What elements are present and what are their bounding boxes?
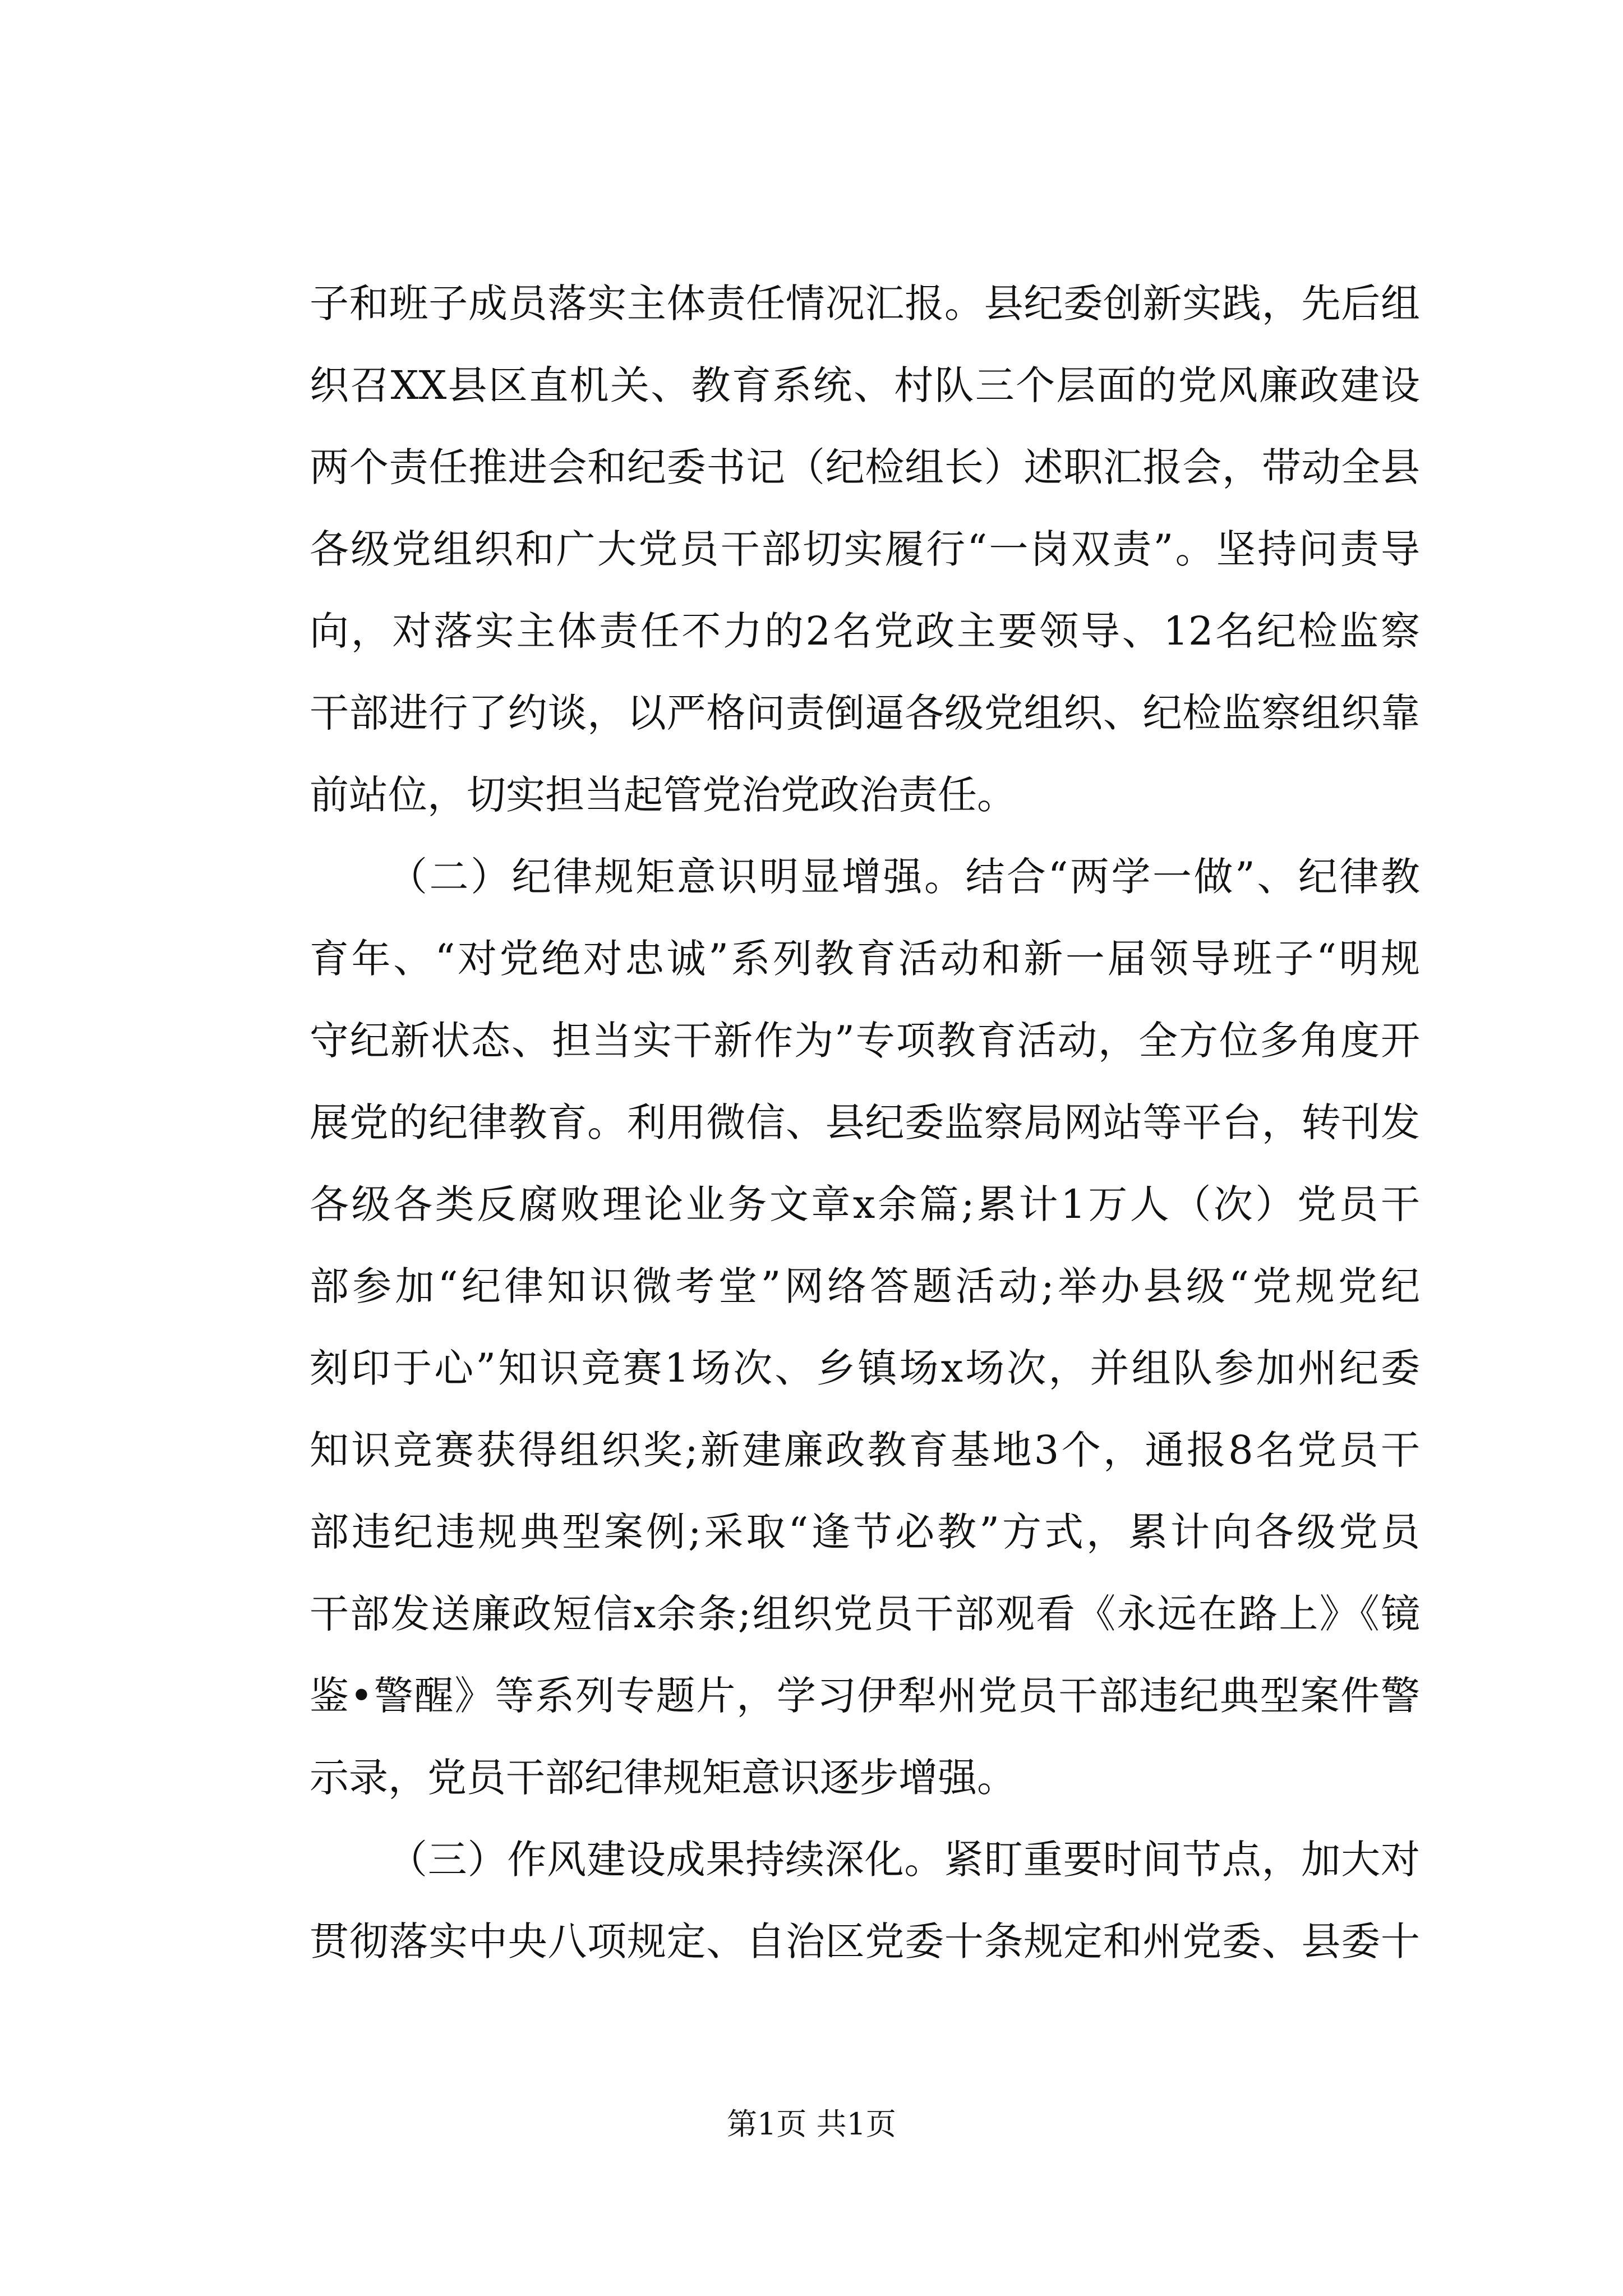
text-line: 干部发送廉政短信x余条;组织党员干部观看《永远在路上》《镜 [310, 1591, 1420, 1637]
text-line: 展党的纪律教育。利用微信、县纪委监察局网站等平台，转刊发 [310, 1099, 1420, 1145]
text-line: 前站位，切实担当起管党治党政治责任。 [310, 772, 1016, 818]
text-line: 织召XX县区直机关、教育系统、村队三个层面的党风廉政建设 [310, 362, 1420, 408]
section-heading-line: （二）纪律规矩意识明显增强。结合“两学一做”、纪律教 [388, 854, 1420, 900]
section-heading-line: （三）作风建设成果持续深化。紧盯重要时间节点，加大对 [388, 1837, 1420, 1883]
text-line: 守纪新状态、担当实干新作为”专项教育活动，全方位多角度开 [310, 1018, 1420, 1064]
text-line: 干部进行了约谈，以严格问责倒逼各级党组织、纪检监察组织靠 [310, 690, 1420, 736]
document-body [310, 263, 1420, 1982]
text-line: 部违纪违规典型案例;采取“逢节必教”方式，累计向各级党员 [310, 1509, 1420, 1555]
text-line: 贯彻落实中央八项规定、自治区党委十条规定和州党委、县委十 [310, 1918, 1420, 1964]
text-line: 育年、“对党绝对忠诚”系列教育活动和新一届领导班子“明规 [310, 936, 1420, 982]
text-line: 各级各类反腐败理论业务文章x余篇;累计1万人（次）党员干 [310, 1181, 1420, 1227]
text-line: 向，对落实主体责任不力的2名党政主要领导、12名纪检监察 [310, 608, 1420, 654]
text-line: 示录，党员干部纪律规矩意识逐步增强。 [310, 1755, 1016, 1801]
text-line: 两个责任推进会和纪委书记（纪检组长）述职汇报会，带动全县 [310, 444, 1420, 490]
text-line: 刻印于心”知识竞赛1场次、乡镇场x场次，并组队参加州纪委 [310, 1345, 1420, 1391]
text-line: 子和班子成员落实主体责任情况汇报。县纪委创新实践，先后组 [310, 280, 1420, 326]
text-line: 部参加“纪律知识微考堂”网络答题活动;举办县级“党规党纪 [310, 1263, 1420, 1309]
text-line: 鉴•警醒》等系列专题片，学习伊犁州党员干部违纪典型案件警 [310, 1673, 1420, 1719]
text-line: 各级党组织和广大党员干部切实履行“一岗双责”。坚持问责导 [310, 526, 1420, 572]
page-number-footer: 第1页 共1页 [727, 2106, 896, 2142]
text-line: 知识竞赛获得组织奖;新建廉政教育基地3个，通报8名党员干 [310, 1427, 1420, 1473]
